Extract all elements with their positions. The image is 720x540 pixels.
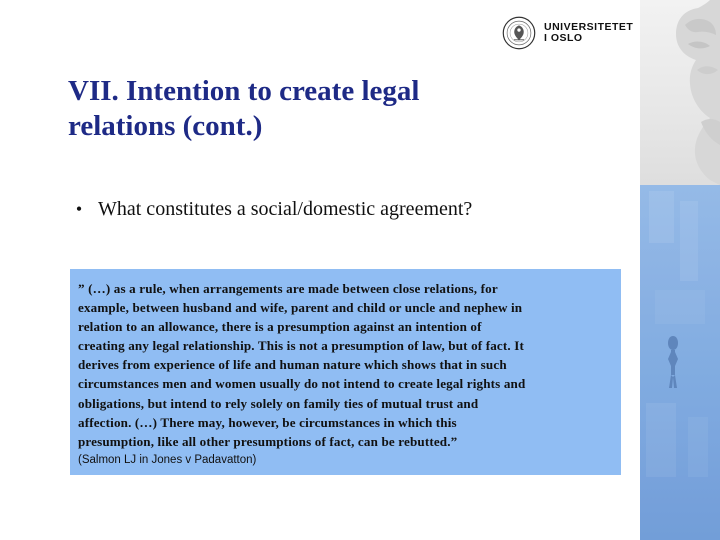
bullet-point — [74, 197, 634, 221]
quote-box — [70, 269, 621, 475]
university-seal-icon — [502, 16, 536, 50]
university-logo — [502, 14, 642, 52]
quote-citation: (Salmon LJ in Jones v Padavatton) — [78, 453, 257, 466]
slide-title-line-1: VII. Intention to create legal — [68, 75, 420, 107]
quote-text: ” (…) as a rule, when arrangements are made between close relations, for example, between husband and wife, parent and child or uncle and nephew in relation to an allowance, there is a presumption against an intention of creating any legal relationship. This is not a presumption of law, but of fact. It derives from experience of life and human nature which shows that in such circumstances men and women usually do not intend to create legal rights and obligations, but intend to rely solely on family ties of mutual trust and affection. (…) There may, however, be circumstances in which this presumption, like all other presumptions of fact, can be rebutted.” — [78, 281, 526, 449]
logo-line-2: I OSLO — [544, 32, 583, 44]
bullet-icon: • — [75, 199, 83, 219]
slide-title — [68, 74, 588, 144]
decorative-statue-image — [640, 0, 720, 185]
university-name — [544, 22, 633, 44]
bullet-text: What constitutes a social/domestic agreement? — [98, 198, 473, 220]
decorative-blue-collage — [640, 185, 720, 540]
logo-line-1: UNIVERSITETET — [544, 20, 634, 33]
decorative-side-panel — [640, 0, 720, 540]
slide-title-line-2: relations (cont.) — [68, 110, 263, 142]
